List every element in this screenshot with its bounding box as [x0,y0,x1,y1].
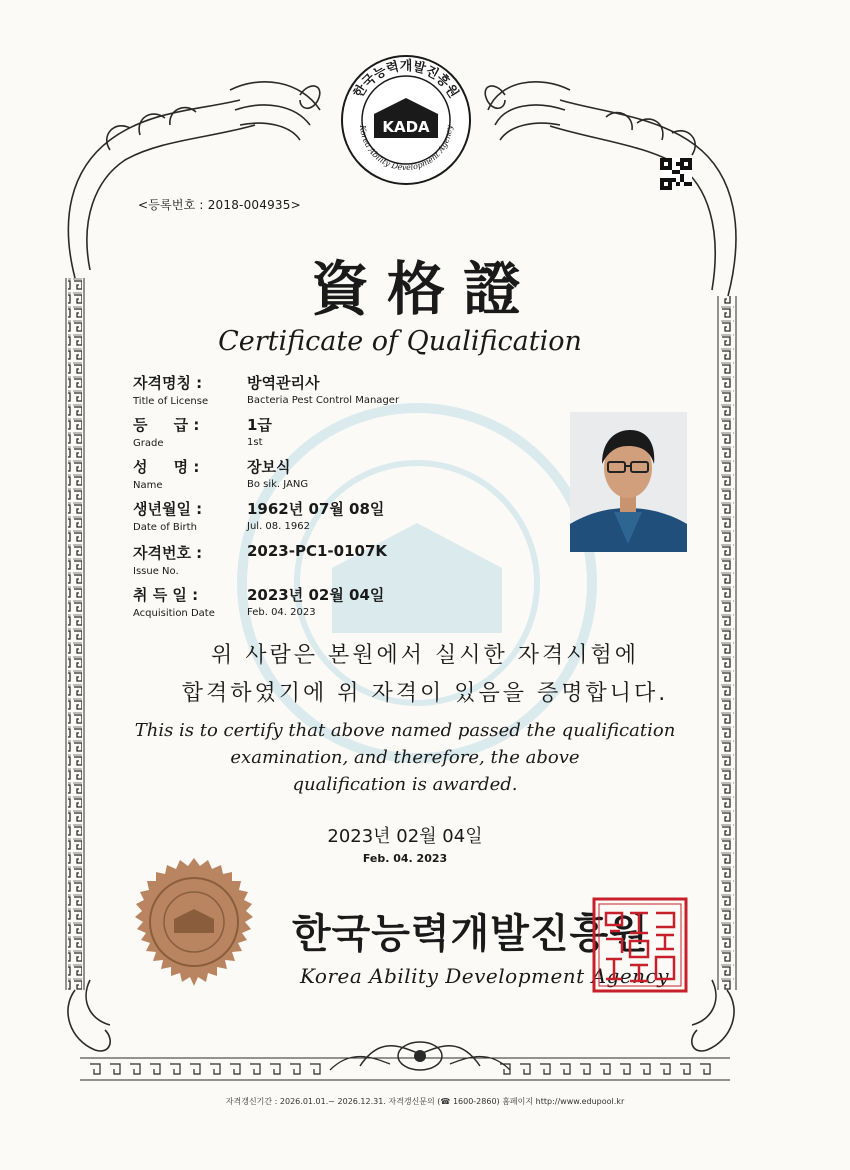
gold-foil-seal [116,856,272,1012]
value-license-en: Bacteria Pest Control Manager [247,395,400,406]
organization-name-en: Korea Ability Development Agency [300,964,670,988]
value-acquisition-ko: 2023년 02월 04일 [247,586,385,604]
field-issue-no: 자격번호 : Issue No. [133,544,203,577]
value-birth-ko: 1962년 07월 08일 [247,500,385,518]
value-name-en: Bo sik. JANG [247,479,309,490]
value-grade-ko: 1급 [247,416,272,434]
footer-renewal-info: 자격갱신기간 : 2026.01.01.~ 2026.12.31. 자격갱신문의 (☎ 1600-2860) 홈페이지 http://www.edupool.kr [225,1097,625,1106]
field-grade: 등 급 : Grade [133,416,200,449]
value-issue-no: 2023-PC1-0107K [247,542,388,560]
organization-name-ko: 한국능력개발진흥원 [292,910,649,957]
kada-emblem [338,52,474,188]
emblem-ring-text: 한국능력개발진흥원 [351,59,461,101]
statement-ko-line-2: 합격하였기에 위 자격이 있음을 증명합니다. [181,681,669,706]
certificate-title-hanja: 資格證 [310,255,539,323]
person-portrait-icon [570,412,687,552]
statement-en-line-3: qualification is awarded. [292,774,518,795]
red-official-stamp [592,897,688,993]
field-acquisition-date: 취 득 일 : Acquisition Date [133,586,215,619]
field-date-of-birth: 생년월일 : Date of Birth [133,500,203,533]
value-license-ko: 방역관리사 [247,374,320,392]
emblem-ring-text-en: Korea Ability Development Agency [357,124,455,173]
lotus-ornament [330,1042,510,1070]
value-acquisition-en: Feb. 04. 2023 [247,607,316,618]
emblem-logo-text: KADA [382,118,430,136]
issue-date-en: Feb. 04. 2023 [362,852,448,865]
value-name-ko: 장보식 [247,458,291,476]
statement-ko-line-1: 위 사람은 본원에서 실시한 자격시험에 [210,643,639,668]
value-birth-en: Jul. 08. 1962 [247,521,310,532]
value-grade-en: 1st [247,437,263,448]
field-name: 성 명 : Name [133,458,200,491]
certificate-title-en: Certificate of Qualification [218,326,582,357]
statement-en-line-2: examination, and therefore, the above [230,747,580,768]
holder-photo [570,412,687,552]
qr-code-icon[interactable] [660,158,692,190]
issue-date-ko: 2023년 02월 04일 [327,826,483,847]
statement-en-line-1: This is to certify that above named passed the qualification [134,720,676,741]
registration-number: <등록번호 : 2018-004935> [138,198,301,212]
field-title-of-license: 자격명칭 : Title of License [133,374,209,407]
kada-watermark [232,398,602,768]
